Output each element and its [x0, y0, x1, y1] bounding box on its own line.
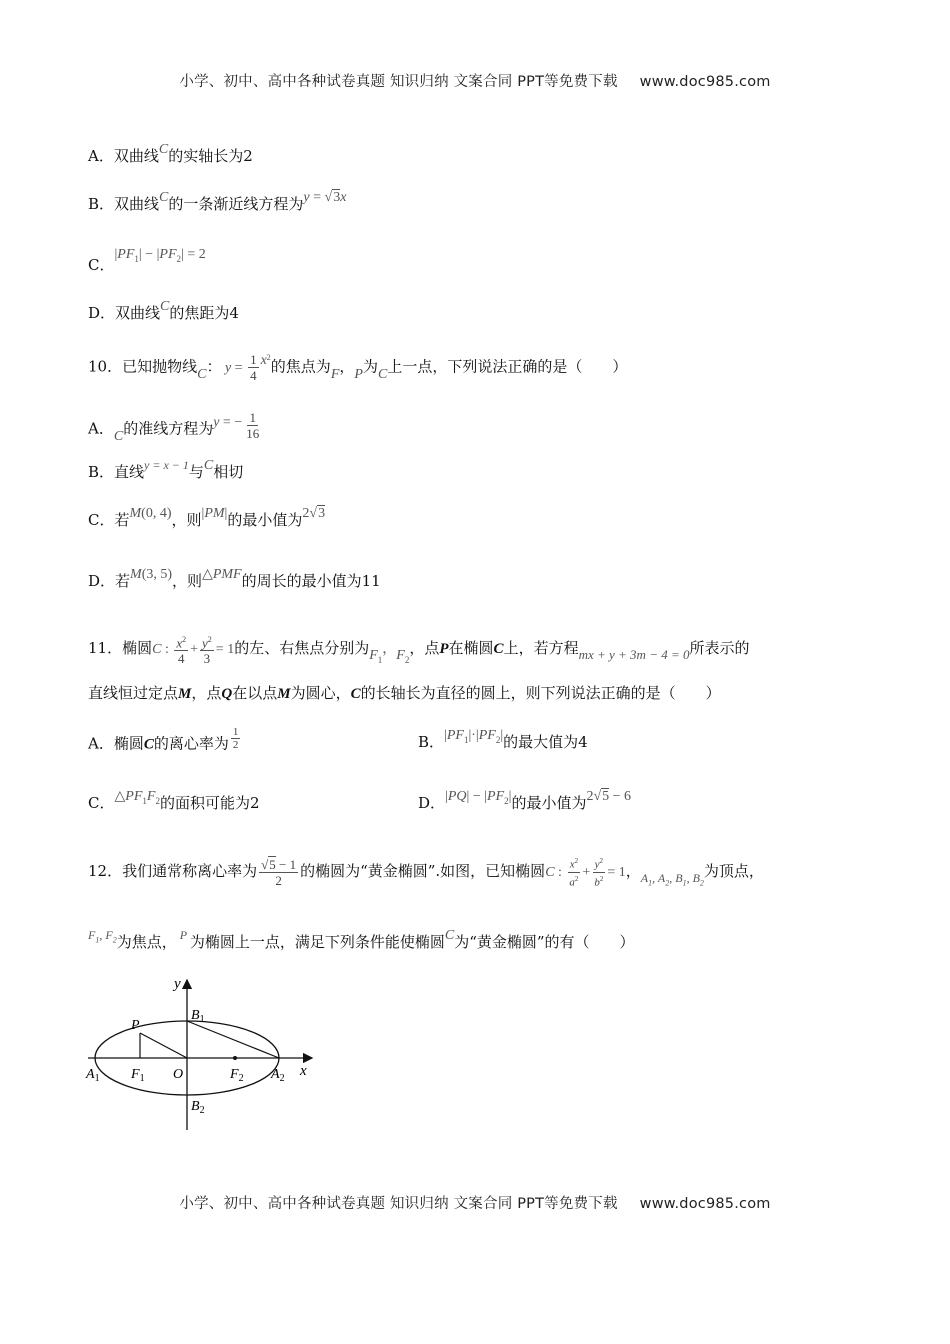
- page-header: [0, 70, 950, 91]
- q11-option-b: B．$|PF_1|\cdot|PF_2|$的最大值为4: [418, 728, 588, 751]
- q10-option-b: B．直线$^{y = x - 1}$与C相切: [88, 458, 244, 481]
- q9-option-a: A．双曲线C的实轴长为2: [88, 142, 253, 165]
- q11-option-d: D．$|PQ| - |PF_2|$的最小值为2√5 − 6: [418, 789, 632, 812]
- label-x: x: [300, 1063, 307, 1079]
- header-site: www.doc985.com: [639, 74, 771, 90]
- q9-option-b: B．双曲线C的一条渐近线方程为y = √3x: [88, 190, 347, 213]
- q9-option-c: C．$|PF_1| - |PF_2| = 2$: [88, 247, 206, 274]
- q12-stem-line2: $^{F_1, F_2}$为焦点， $^P$ 为椭圆上一点，满足下列条件能使椭圆C为“黄金椭圆”的有（ ）: [88, 928, 635, 951]
- q11-stem-line1: 11．椭圆C : $\frac{x^2}{4}$ + $\frac{y^2}{3}$ = 1的左、右焦点分别为$F_1$，$F_2$，点P在椭圆C上，若方程mx + y + 3m − 4 = 0所表示的: [88, 632, 750, 666]
- label-b2: $B_2$: [191, 1099, 205, 1116]
- label-p: P: [131, 1018, 140, 1033]
- footer-site: www.doc985.com: [639, 1196, 771, 1212]
- label-b1: $B_1$: [191, 1008, 205, 1025]
- label-f2: $F_2$: [230, 1067, 244, 1084]
- label-y: y: [174, 976, 181, 992]
- q11-option-a: A．椭圆C的离心率为 $\frac{1}{2}$: [88, 726, 239, 753]
- q11-option-c: C．$\triangle PF_1F_2$的面积可能为2: [88, 789, 260, 812]
- focus-f2-dot: [233, 1056, 237, 1060]
- footer-text: 小学、初中、高中各种试卷真题 知识归纳 文案合同 PPT等免费下载: [179, 1196, 618, 1212]
- segment-b1a2: [187, 1021, 279, 1058]
- label-a1: $A_1$: [86, 1067, 100, 1084]
- page-footer: [0, 1192, 950, 1213]
- q10-option-d: D．若M(3, 5)，则△PMF的周长的最小值为11: [88, 567, 381, 590]
- label-o: O: [173, 1067, 184, 1082]
- label-f1: $F_1$: [131, 1067, 145, 1084]
- q11-stem-line2: 直线恒过定点M，点Q在以点M为圆心，C的长轴长为直径的圆上，则下列说法正确的是（ ）: [88, 684, 721, 702]
- q10-stem: 10．已知抛物线C： y = $\frac{1}{4}$ $x^2$的焦点为F，P为C上一点，下列说法正确的是（ ）: [88, 352, 628, 383]
- segment-po: [140, 1033, 187, 1058]
- q10-option-c: C．若M(0, 4)，则|PM|的最小值为2√3: [88, 506, 326, 529]
- q12-stem-line1: 12．我们通常称离心率为 $\frac{√5 - 1}{2}$ 的椭圆为“黄金椭圆”.如图，已知椭圆C : $\frac{x^2}{a^2}$ + $\frac{y^2}{b^2}$ = 1，$_{A_1, A_2, B_1, B_2}$为顶点，: [88, 856, 764, 889]
- label-a2: $A_2$: [271, 1067, 285, 1084]
- q10-option-a: A．C的准线方程为y = − $\frac{1}{16}$: [88, 410, 260, 444]
- q9-option-d: D．双曲线C的焦距为4: [88, 299, 239, 322]
- golden-ellipse-figure: [80, 975, 330, 1135]
- header-text: 小学、初中、高中各种试卷真题 知识归纳 文案合同 PPT等免费下载: [179, 74, 618, 90]
